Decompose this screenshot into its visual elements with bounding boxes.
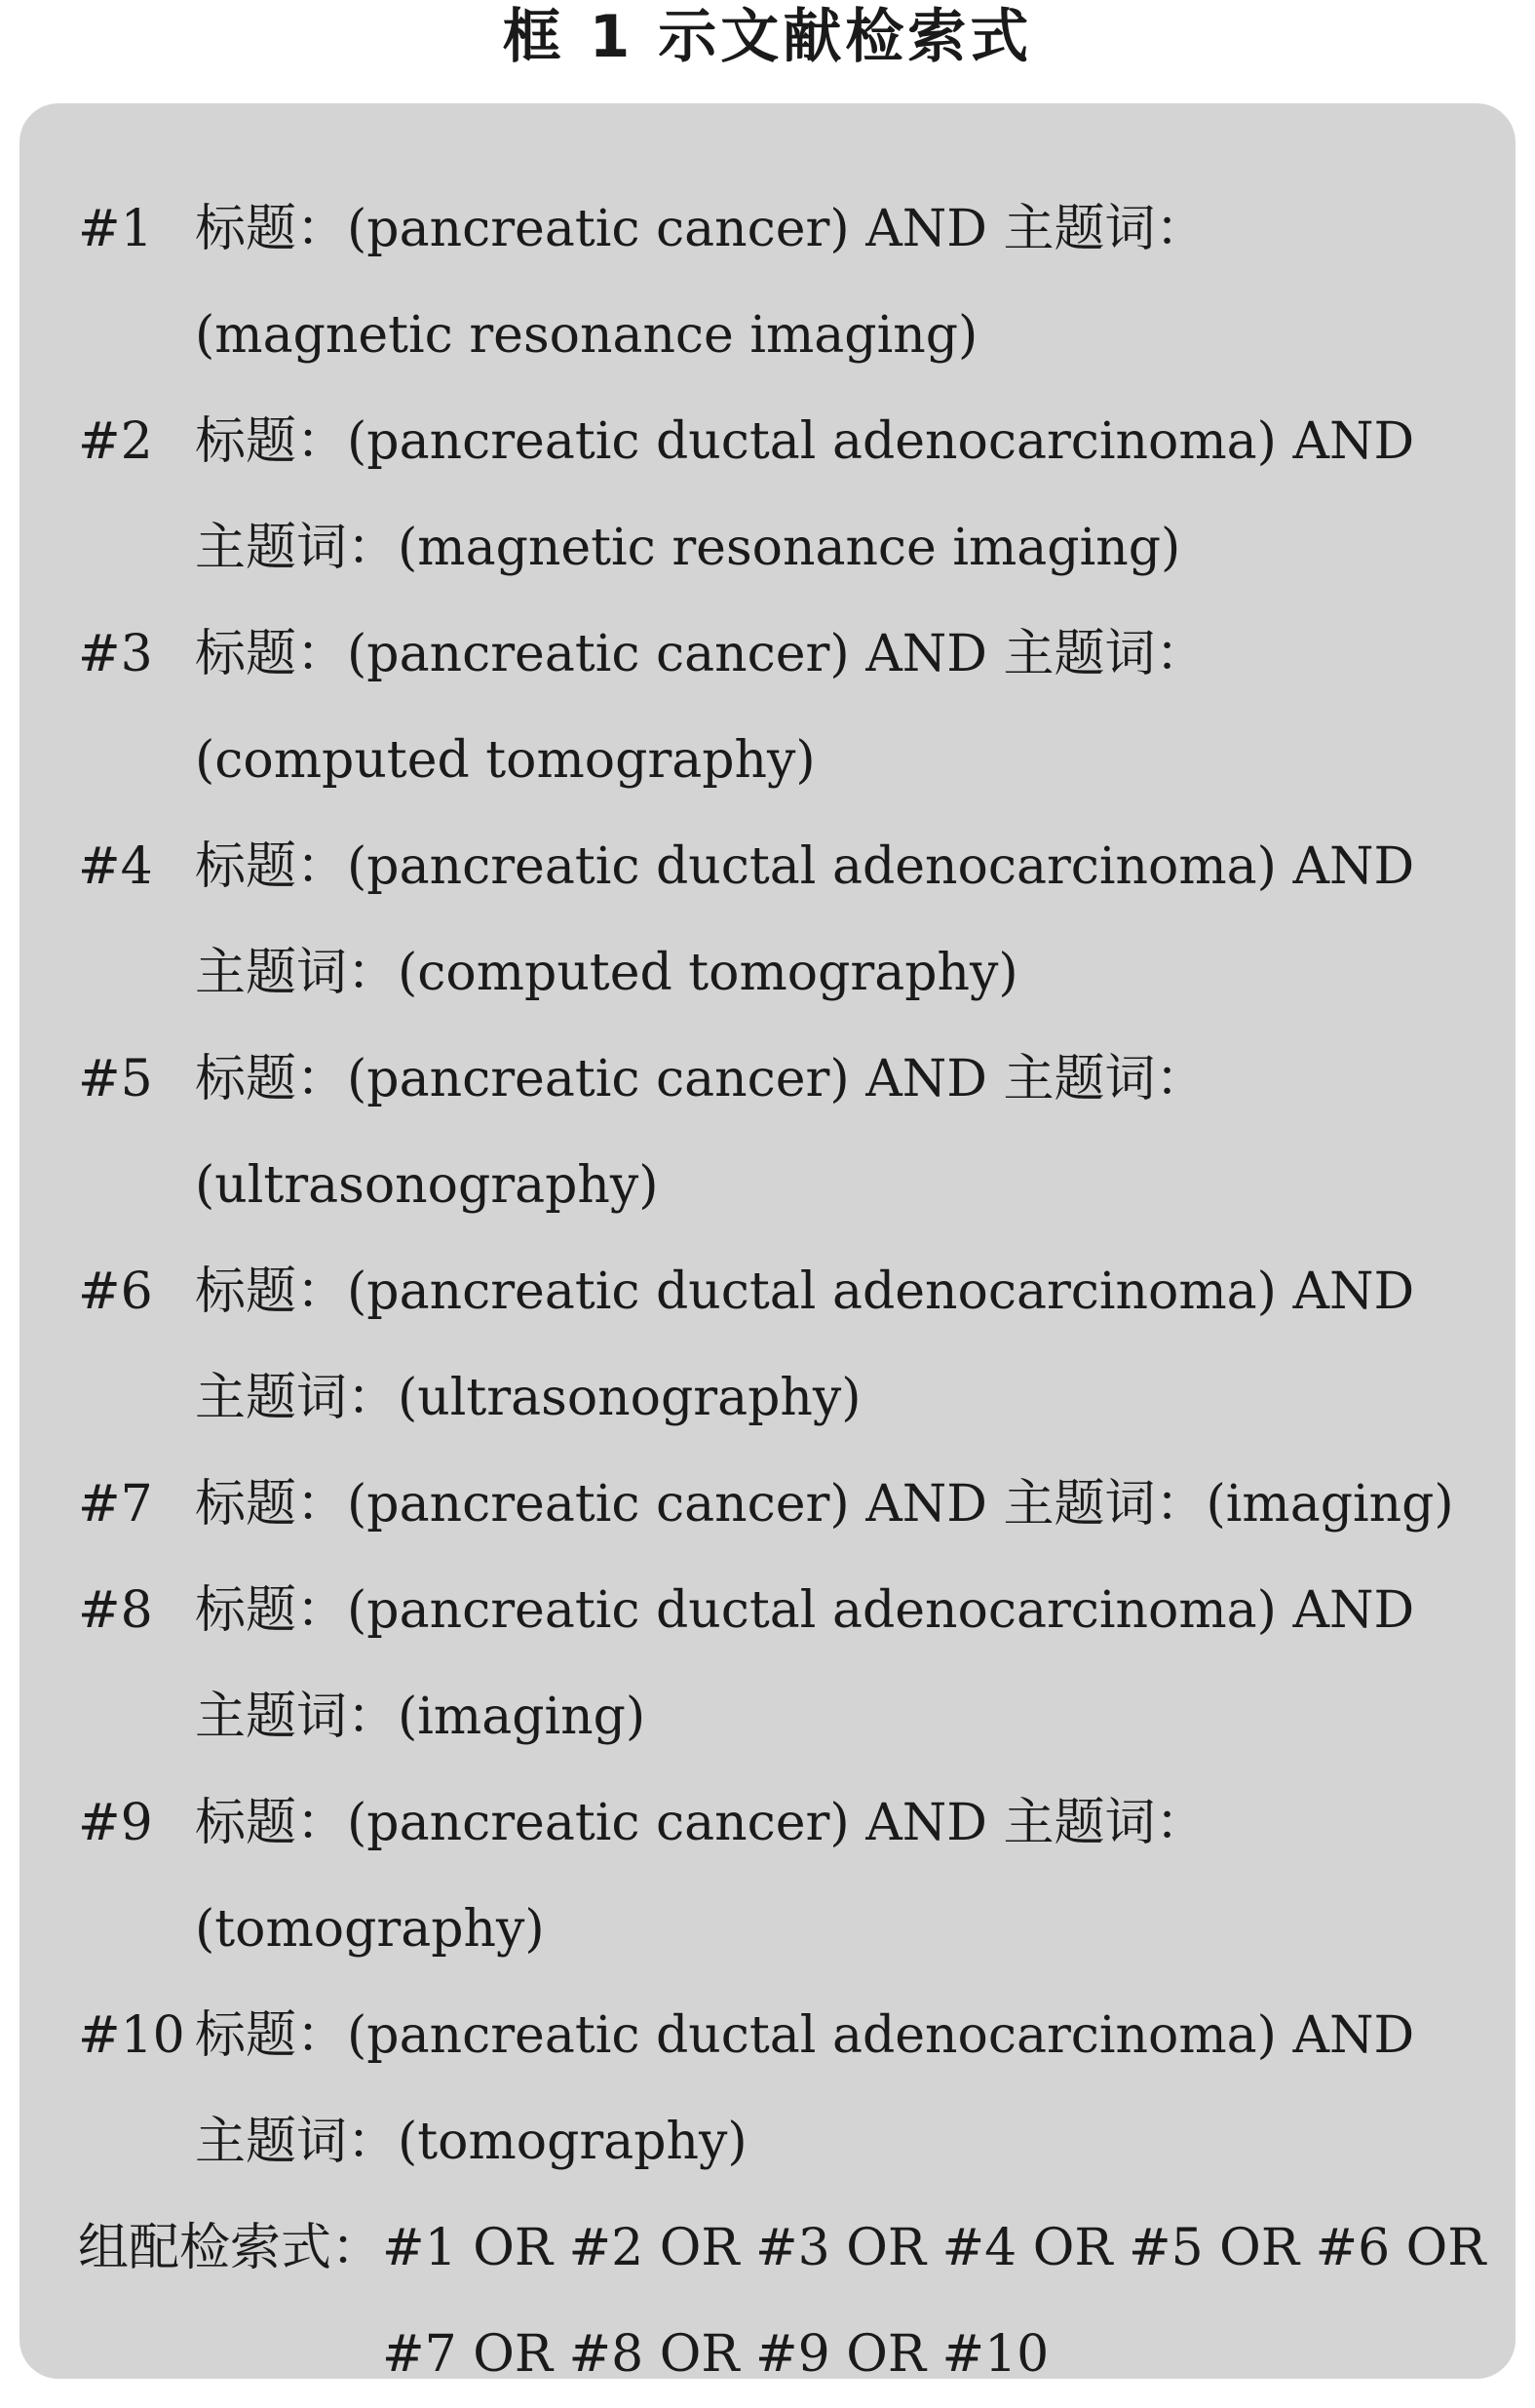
search-strategy-box	[19, 103, 1516, 2384]
search-entry-8	[19, 1558, 1516, 1770]
entry-query-line: 主题词：(magnetic resonance imaging)	[195, 519, 1181, 577]
combined-label: 组配检索式：	[78, 2219, 383, 2277]
entry-query-line: 标题：(pancreatic cancer) AND 主题词：	[195, 1050, 1207, 1108]
search-entry-3	[19, 602, 1516, 814]
entry-number: #3	[78, 625, 153, 683]
entry-query-line: 标题：(pancreatic ductal adenocarcinoma) AND	[195, 837, 1415, 896]
entry-query	[195, 1452, 1491, 1558]
entry-query-line: 主题词：(imaging)	[195, 1688, 646, 1746]
entry-number: #4	[78, 837, 153, 896]
entry-number: #1	[78, 200, 153, 258]
entry-query	[195, 602, 1491, 814]
entry-query-line: 标题：(pancreatic cancer) AND 主题词：	[195, 625, 1207, 683]
box-title: 框 1 示文献检索式	[502, 3, 1033, 71]
entry-query-line: 标题：(pancreatic ductal adenocarcinoma) AND	[195, 1262, 1415, 1321]
search-entry-2	[19, 389, 1516, 602]
search-entry-1	[19, 176, 1516, 389]
search-entry-10	[19, 1983, 1516, 2195]
entry-query	[195, 1558, 1491, 1770]
entry-number: #5	[78, 1050, 153, 1108]
entry-query-line: 主题词：(ultrasonography)	[195, 1369, 862, 1427]
entry-query-line: 主题词：(computed tomography)	[195, 944, 1018, 1002]
entry-query-line: 标题：(pancreatic cancer) AND 主题词：	[195, 1794, 1207, 1852]
entry-number: #6	[78, 1262, 153, 1321]
entry-number: #10	[78, 2006, 185, 2065]
entry-query-line: 标题：(pancreatic ductal adenocarcinoma) AND	[195, 1581, 1415, 1640]
entry-number: #2	[78, 412, 153, 471]
entry-query-line: (tomography)	[195, 1900, 545, 1959]
search-entry-9	[19, 1770, 1516, 1983]
entry-query	[195, 389, 1491, 602]
entry-number: #9	[78, 1794, 153, 1852]
combined-search-formula	[78, 2195, 1516, 2408]
entry-query	[195, 176, 1491, 389]
entry-query	[195, 1983, 1491, 2195]
entry-query-line: 标题：(pancreatic ductal adenocarcinoma) AND	[195, 2006, 1415, 2065]
entry-query-line: (magnetic resonance imaging)	[195, 306, 979, 365]
search-entry-5	[19, 1027, 1516, 1239]
entry-query	[195, 1770, 1491, 1983]
entry-query-line: (computed tomography)	[195, 731, 816, 790]
entry-number: #7	[78, 1475, 153, 1534]
entry-number: #8	[78, 1581, 153, 1640]
entry-query	[195, 1239, 1491, 1452]
entry-query	[195, 814, 1491, 1027]
entry-query-line: (ultrasonography)	[195, 1156, 659, 1215]
search-entry-6	[19, 1239, 1516, 1452]
combined-query-line: #1 OR #2 OR #3 OR #4 OR #5 OR #6 OR	[382, 2219, 1486, 2277]
entry-query	[195, 1027, 1491, 1239]
search-entry-4	[19, 814, 1516, 1027]
combined-query	[382, 2195, 1485, 2408]
entry-query-line: 主题词：(tomography)	[195, 2113, 748, 2171]
entry-query-line: 标题：(pancreatic cancer) AND 主题词：(imaging)	[195, 1475, 1454, 1534]
search-entry-7	[19, 1452, 1516, 1558]
entry-query-line: 标题：(pancreatic cancer) AND 主题词：	[195, 200, 1207, 258]
combined-query-line: #7 OR #8 OR #9 OR #10	[382, 2325, 1050, 2384]
entry-query-line: 标题：(pancreatic ductal adenocarcinoma) AND	[195, 412, 1415, 471]
